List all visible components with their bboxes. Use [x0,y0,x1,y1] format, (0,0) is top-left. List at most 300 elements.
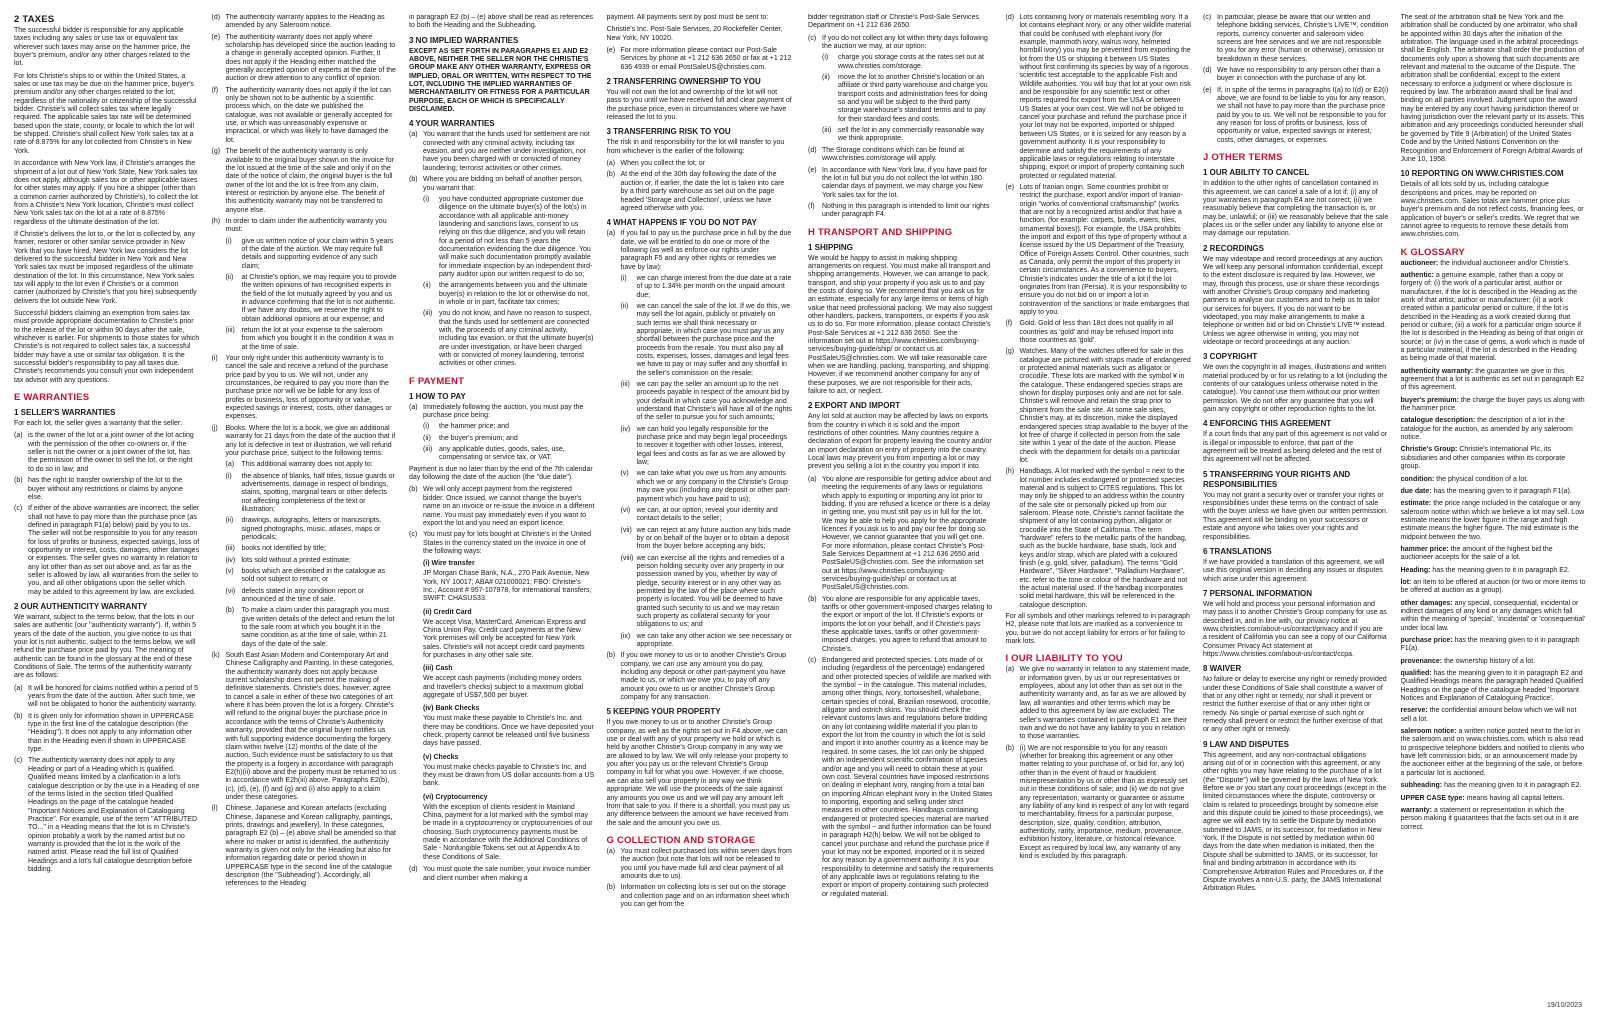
clause-item [1006,320,1192,345]
clause-label: (i) [211,355,218,363]
glossary-entry [1401,670,1587,703]
glossary-entry [1401,397,1587,414]
non-payment-heading: 4 WHAT HAPPENS IF YOU DO NOT PAY [606,218,757,228]
sub-clause-item [621,507,793,524]
clause-label: (ii) [225,517,234,525]
column-8 [1401,14,1587,1004]
sub-clause-item [423,446,595,463]
column-7 [1203,14,1389,1004]
glossary-term: lot: [1400,578,1412,586]
clause-label: (a) [606,160,616,168]
translations-heading: 6 TRANSLATIONS [1203,546,1272,556]
footer-date: 19/10/2023 [1546,1002,1582,1009]
clause-item [1006,468,1192,610]
clause-label: (ii) [423,434,431,442]
glossary-entry [1401,658,1587,666]
clause-label: (c) [14,757,23,765]
enforcing-text: If a court finds that any part of this agreement is not valid or is illegal or impossible to enforce, that part of the agreement will be treated as being deleted and the rest of this agreement will not be affected. [1203,431,1388,464]
clause-item [212,148,398,215]
clause-label: (h) [1005,468,1015,476]
clause-text: drawings, autographs, letters or manuscripts, signed photographs, music, atlases, maps or periodicals; [241,517,382,541]
wire-transfer-heading: (i) Wire transfer [423,560,475,568]
clause-item [409,404,595,421]
clause-label: (e) [1005,183,1015,191]
clause-text: We have no responsibility to any person other than a buyer in connection with the purchase of any lot. [1217,67,1381,83]
clause-label: (iii) [423,310,433,318]
glossary-entry [1401,500,1587,542]
clause-text: Books. Where the lot is a book, we give an additional warranty for 21 days from the date of the auction that if any lot is defective in text or illustration, we will refund your purchase price, subject to the following terms: [225,424,396,457]
clause-text: In particular, please be aware that our written and telephone bidding services, Christie's LIVE™, condition reports, currency converter and saleroom video screens are free services and we are not responsible to you for any error (human or otherwise), omission or breakdown in these services. [1217,14,1389,63]
wire-transfer-details: JP Morgan Chase Bank, N.A., 270 Park Avenue, New York, NY 10017; ABA# 021000021; FBO: Christie's Inc.; Account # 957-107978, for international transfers, SWIFT: CHASUS33. [423,570,592,603]
taxes-paragraph: For lots Christie's ships to or within the United States, a sales or use tax may be due on the hammer price, buyer's premium and/or any other charges related to the lot, regardless of the nationality or citizenship of the successful bidder. Christie's will collect sales tax where legally required. The applicable sales tax rate will be determined based upon the state, county, or locale to which the lot will be shipped. Christie's shall collect New York sales tax at a rate of 8.875% for any lot collected from Christie's in New York. [14,72,197,155]
glossary-term: qualified: [1400,670,1432,678]
clause-label: (ii) [620,302,629,310]
clause-item [607,884,793,909]
clause-text: we can pay the seller an amount up to the net proceeds payable in respect of the amount bid by your default in which case you acknowledge and understand that Christie's will have all of the rights of the seller to pursue you for such amounts; [636,381,792,422]
clause-text: books which are described in the catalogue as sold not subject to return; or [241,567,386,584]
continued-paragraph: payment. All payments sent by post must be sent to: [606,14,769,21]
clause-label: (a) [606,230,616,238]
glossary-term: buyer's premium: [1400,396,1459,404]
clause-text: Your only right under this authenticity warranty is to cancel the sale and receive a refund of the purchase price paid by you to us. We will not, under any circumstances, be required to pay you more than the purchase price nor will we be liable for any loss of profits or business, loss of opportunity or value, expected savings or interest, costs, other damages or expenses. [225,355,392,421]
sub-clause-list [226,461,398,649]
glossary-entry [1401,476,1587,484]
taxes-paragraph: In accordance with New York law, if Christie's arranges the shipment of a lot out of New York State, New York sales tax does not apply, although sales tax or other applicable taxes for other states may apply. If you hire a shipper (other than a common carrier authorized by Christie's), to collect the lot from a Christie's New York location, Christie's must collect New York sales tax on the lot at a rate of 8.875% regardless of the ultimate destination of the lot. [14,160,198,226]
clause-label: (iv) [620,425,631,433]
glossary-entry [1401,446,1587,471]
sub-clause-item [423,310,595,368]
glossary-term: purchase price: [1400,637,1453,644]
clause-label: (a) [14,432,23,440]
clause-text: It is given only for information shown in UPPERCASE type in the first line of the catalogue description (the "Heading"). It does not apply to any information other than in the Heading even if shown in UPPERCASE type. [28,712,194,754]
clause-item [607,230,793,272]
clause-label: (f) [1005,320,1013,328]
glossary-term: condition: [1400,475,1435,483]
clause-text: the absence of blanks, half titles, tissue guards or advertisements, damage in respect of bindings, stains, spotting, marginal tears or other defects not affecting completeness of the text or illustration; [241,472,395,513]
glossary-entry [1401,600,1587,633]
glossary-entry [1401,795,1587,803]
glossary-entry [1401,546,1587,563]
enforcing-heading: 4 ENFORCING THIS AGREEMENT [1203,419,1332,429]
clause-item [607,848,793,881]
clause-text: books not identified by title; [241,545,326,553]
sub-clause-list [621,275,793,649]
clause-item [1203,14,1389,64]
glossary-entry [1401,260,1587,268]
credit-card-text: We accept Visa, MasterCard, American Express and China Union Pay. Credit card payments at the New York premises will only be accepted for New York sales. Christie's will not accept credit card payments for purchases in any other sale site. [423,618,586,659]
clause-text: To make a claim under this paragraph you must give written details of the defect and return the lot to the sale room at which you bought it in the same condition as at the time of sale, within 21 days of the date of the sale. [241,607,395,648]
glossary-definition: the amount of the highest bid the auctioneer accepts for the sale of a lot. [1400,545,1553,562]
glossary-definition: the guarantee we give in this agreement that a lot is authentic as set out in paragraph E2 of this agreement. [1400,367,1585,392]
glossary-definition: has the meaning given to it paragraph F1(a). [1433,487,1572,495]
glossary-definition: the ownership history of a lot. [1444,657,1536,665]
sub-clause-item [423,435,595,443]
payment-methods [423,559,595,862]
shipping-heading: 1 SHIPPING [808,242,853,252]
transferring-rights-text: You may not grant a security over or transfer your rights or responsibilities under these terms on the contract of sale with the buyer unless we have given our written permission. This agreement will be binding on your successors or estate and anyone who takes over your rights and responsibilities. [1203,491,1388,541]
glossary-entry [1401,579,1587,596]
clause-text: any applicable duties, goods, sales, use, compensating or service tax, or VAT. [439,446,565,462]
clause-item [808,167,994,200]
your-warranties-heading: 4 YOUR WARRANTIES [409,119,495,129]
clause-label: (a) [808,475,817,483]
waiver-heading: 8 WAIVER [1203,664,1242,674]
due-date-text: Payment is due no later than by the end of the 7th calendar day following the date of the auction (the "due date"). [409,465,593,482]
sub-clause-item [621,527,793,552]
clause-label: (iii) [423,446,433,454]
sub-clause-item [621,303,793,378]
glossary-entry [1401,637,1587,654]
clause-item [1006,184,1192,318]
waiver-text: No failure or delay to exercise any right or remedy provided under these Conditions of Sale shall constitute a waiver of that or any other right or remedy, nor shall it prevent or restrict the further exercise of that or any other right or remedy. No single or partial exercise of such right or remedy shall prevent or restrict the further exercise of that or any other right or remedy. [1203,676,1387,734]
sub-clause-item [226,517,398,542]
authenticity-warranty-intro: We warrant, subject to the terms below, that the lots in our sales are authentic (our "authenticity warranty"). If, within 5 years of the date of the auction, you give notice to us that your lot is not authentic, subject to the terms below, we will refund the purchase price paid by you. The meaning of authentic can be found in the glossary at the end of these Conditions of Sale. The terms of the authenticity warranty are as follows: [14,613,196,680]
clause-label: (iv) [225,556,236,564]
shipping-text: We would be happy to assist in making shipping arrangements on request. You must make all transport and shipping arrangements. However, we can arrange to pack, transport, and ship your property if you ask us to and pay the costs of doing so. We recommend that you ask us for an estimate, especially for any large items or items of high value that need professional packing. We may also suggest other handlers, packers, transporters, or experts if you ask us to do so. For more information, please contact Christie's Post-Sale Services at +1 212 636 2650. See the information set out at https://www.christies.com/buying-services/buying-guide/ship/ or contact us at PostSaleUS@christies.com. We will take reasonable care when we are handling, packing, transporting, and shipping. However, if we recommend another company for any of these purposes, we are not responsible for their acts, failure to act, or neglect. [808,254,993,396]
glossary-term: auctioneer: [1400,259,1439,267]
reporting-text: Details of all lots sold by us, including catalogue descriptions and prices, may be reported on www.christies.com. Sales totals are hammer price plus buyer's premium and do not reflect costs, financing fees, or application of buyer's or seller's credits. We regret that we cannot agree to requests to remove these details from www.christies.com. [1400,181,1584,239]
clause-label: (d) [808,146,817,154]
column-6 [1006,14,1192,1004]
clause-label: (iii) [225,327,235,335]
clause-text: It will be honored for claims notified within a period of 5 years from the date of the auction. After such time, we will not be obligated to honor the authenticity warranty. [28,684,199,709]
glossary-list [1401,260,1587,832]
glossary-definition: has the meaning given to it in paragraph E2. [1444,782,1582,790]
clause-label: (a) [225,461,235,469]
sub-clause-item [822,54,994,71]
clause-label: (ix) [620,632,631,640]
clause-text: This additional warranty does not apply to: [241,461,373,469]
left-page [14,14,792,1017]
clause-text: the arrangements between you and the ultimate buyer(s) in relation to the lot or otherwise do not, in whole or in part, facilitate tax crimes; [439,282,590,306]
clause-item [409,486,595,528]
clause-text: In order to claim under the authenticity warranty you must: [225,217,387,234]
clause-label: (h) [211,217,221,225]
sub-clause-list [226,238,398,352]
payment-heading: F PAYMENT [409,375,465,387]
personal-information-text: We will hold and process your personal information and may pass it to another Christie's Group company for use as described in, and in line with, our privacy notice at www.christies.com/about-us/contact/privacy and if you are a resident of California you can see a copy of our California Consumer Privacy Act statement at https://www.christies.com/about-us/contact/ccpa. [1203,600,1387,658]
clause-label: (j) [211,424,218,432]
clause-label: (v) [620,470,629,478]
personal-information-heading: 7 PERSONAL INFORMATION [1203,588,1313,598]
clause-label: (i) [822,54,829,62]
clause-label: (a) [409,403,418,411]
clause-text: When you collect the lot; or [620,160,705,168]
bank-checks-text: You must make these payable to Christie's Inc. and there may be conditions. Once we have deposited your check, property cannot be released until five business days have passed. [423,715,594,748]
glossary-entry [1401,368,1587,393]
clause-label: (a) [409,131,418,139]
clause-item [1006,14,1192,181]
sub-clause-item [621,275,793,300]
sub-clause-item [226,568,398,585]
clause-text: If, in spite of the terms in paragraphs I(a) to I(d) or E2(i) above, we are found to be liable to you for any reason, we shall not have to pay more than the purchase price paid by you to us. We will not be responsible to you for any reason for loss of profits or business, loss of opportunity or value, expected savings or interest, costs, other damages, or expenses. [1217,86,1389,144]
glossary-definition: any special, consequential, incidental or indirect damages of any kind or any damages which fall within the meaning of 'special', 'incidental' or 'consequential' under local law. [1400,599,1586,632]
glossary-definition: the charge the buyer pays us along with the hammer price. [1400,396,1585,413]
clause-item [808,596,994,654]
sub-clause-item [226,238,398,271]
sub-clause-item [226,473,398,515]
clause-text: we can exercise all the rights and remedies of a person holding security over any property in our possession owned by you, whether by way of pledge, security interest or in any other way as permitted by the law of the place where such property is located. You will be deemed to have granted such security to us and we may retain such property as collateral security for your obligations to us; and [636,554,785,629]
clause-text: The benefit of the authenticity warranty is only available to the original buyer shown on the invoice for the lot issued at the time of the sale and only if on the date of the notice of claim, the original buyer is the full owner of the lot and the lot is free from any claim, interest or restriction by anyone else. The benefit of this authenticity warranty may not be transferred to anyone else. [225,148,394,214]
clause-text: (i) We are not responsible to you for any reason (whether for breaking this agreement or any other matter relating to your purchase of, or bid for, any lot) other than in the event of fraud or fraudulent misrepresentation by us or other than as expressly set out in these conditions of sale; and (ii) we do not give any representation, warranty or guarantee or assume any liability of any kind in respect of any lot with regard to merchantability, fitness for a particular purpose, description, size, quality, condition, attribution, authenticity, rarity, importance, medium, provenance, exhibition history, literature, or historical relevance. Except as required by local law, any warranty of any kind is excluded by this paragraph. [1019,744,1189,860]
clause-text: we can, at our option, reveal your identity and contact details to the seller; [636,506,778,523]
clause-label: (d) [211,14,221,21]
clause-item [409,866,595,883]
no-implied-warranties-heading: 3 NO IMPLIED WARRANTIES [409,35,519,45]
clause-item [212,34,398,84]
law-disputes-heading: 9 LAW AND DISPUTES [1203,739,1289,749]
glossary-definition: the confidential amount below which we will not sell a lot. [1400,707,1577,723]
clause-text: At the end of the 30th day following the date of the auction or, if earlier, the date the lot is taken into care by a third party warehouse as set out on the page headed 'Storage and Collection', unless we have agreed otherwise with you. [620,171,785,212]
clause-label: (e) [606,47,616,55]
clause-text: Handbags. A lot marked with the symbol = next to the lot number includes endangered or protected species material and is subject to CITES regulations. This lot may only be shipped to an address within the country of the sale site or personally picked up from our saleroom. Please note, Christie's cannot facilitate the shipment of any lot containing python, alligator or crocodile into the State of California. The term "hardware" refers to the metallic parts of the handbag, such as the buckle hardware, base studs, lock and keys and/or strap, which are plated with a coloured finish (e.g. gold, silver, palladium). The terms "Gold Hardware", "Silver Hardware", "Palladium Hardware", etc. refer to the tone or colour of the hardware and not the actual material used. If the handbag incorporates solid metal hardware, this will be referenced in the catalogue description. [1019,468,1188,609]
clause-text: You must quote the sale number, your invoice number and client number when making a [423,866,591,882]
authenticity-warranty-heading: 2 OUR AUTHENTICITY WARRANTY [14,601,148,611]
clause-label: (v) [225,567,234,575]
law-disputes-text: This agreement, and any non-contractual obligations arising out of or in connection with this agreement, or any other rights you may have relating to the purchase of a lot (the "Dispute") will be governed by the laws of New York. Before we or you start any court proceedings (except in the limited circumstances where the dispute, controversy or claim is related to proceedings brought by someone else and this dispute could be joined to those proceedings), we agree we will each try to settle the Dispute by mediation submitted to JAMS, or its successor, for mediation in New York. If the Dispute is not settled by mediation within 60 days from the date when mediation is initiated, then the Dispute shall be submitted to JAMS, or its successor, for final and binding arbitration in accordance with its Comprehensive Arbitration Rules and Procedures or, if the Dispute involves a non-U.S. party, the JAMS International Arbitration Rules. [1203,751,1387,893]
clause-text: you have conducted appropriate customer due diligence on the ultimate buyer(s) of the lot(s) in accordance with all applicable anti-money laundering and sanctions laws, consent to us relying on this due diligence, and you will retain for a period of not less than 5 years the documentation evidencing the due diligence. You will make such documentation promptly available for immediate inspection by an independent third-party auditor upon our written request to do so; [439,195,593,278]
other-terms-heading: J OTHER TERMS [1203,152,1283,164]
glossary-entry [1401,417,1587,442]
glossary-definition: an item to be offered at auction (or two or more items to be offered at auction as a group). [1400,578,1586,595]
clause-label: (i) [225,472,232,480]
sub-clause-item [822,127,994,144]
clause-label: (c) [808,657,817,665]
clause-text: You warrant that the funds used for settlement are not connected with any criminal activity, including tax evasion, and you are neither under investigation, nor have you been charged with or convicted of money laundering, terrorist activities or other crimes. [423,131,590,172]
clause-item [1006,666,1192,741]
clause-label: (f) [808,202,815,210]
clause-item [808,476,994,593]
collection-storage-heading: G COLLECTION AND STORAGE [606,834,756,846]
clause-item [14,713,200,755]
post-sale-address: Christie's Inc. Post-Sale Services, 20 Rockefeller Center, New York, NY 10020. [606,26,783,42]
glossary-term: due date: [1400,487,1432,495]
glossary-entry [1401,567,1587,575]
clause-item [409,531,595,556]
glossary-definition: a written notice posted next to the lot in the saleroom and on www.christies.com, which is also read to prospective telephone bidders and notified to clients who have left commission bids, or an announcement made by the auctioneer either at the beginning of the sale, or before a particular lot is auctioned. [1400,728,1585,777]
clause-label: (e) [1203,86,1212,94]
glossary-definition: the price range included in the catalogue or any saleroom notice within which we believe a lot may sell. Low estimate means the lower figure in the range and high estimate means the higher figure. The mid estimate is the midpoint between the two. [1400,500,1585,541]
clause-item [808,657,994,899]
clause-text: Endangered and protected species. Lots made of or including (regardless of the percentage) endangered and other protected species of wildlife are marked with the symbol ~ in the catalogue. This material includes, among other things, ivory, tortoiseshell, whalebone, certain species of coral, Brazilian rosewood, crocodile, alligator and ostrich skins. You should check the relevant customs laws and regulations before bidding on any lot containing wildlife material if you plan to export the lot from the country in which the lot is sold and import it into another country as a licence may be required. In some cases, the lot can only be shipped with an independent scientific confirmation of species and/or age and you will need to obtain these at your own cost. Several countries have imposed restrictions on dealing in elephant ivory, ranging from a total ban on importing African elephant ivory in the United States to importing, exporting and selling under strict measures in other countries. Handbags containing endangered or protected species material are marked with the symbol ~ and further information can be found in paragraph H2(h) below. We will not be obliged to cancel your purchase and refund the purchase price if your lot may not be exported, imported or it is seized for any reason by a government authority. It is your responsibility to determine and satisfy the requirements of any applicable laws or regulations relating to the export or import of property containing such protected or regulated material. [822,657,994,898]
clause-item [14,757,200,874]
clause-item [212,425,398,458]
recordings-text: We may videotape and record proceedings at any auction. We will keep any personal information confidential, except to the extent disclosure is required by law. However, we may, through this process, use or share these recordings with another Christie's Group company and marketing partners to analyse our customers and to help us to tailor our services for buyers. If you do not want to be videotaped, you may make arrangements to make a telephone or written bid or bid on Christie's LIVE™ instead. Unless we agree otherwise in writing, you may not videotape or record proceedings at any auction. [1203,255,1387,346]
sub-clause-item [423,196,595,279]
clause-item [607,47,793,72]
clause-text: we can cancel the sale of the lot. If we do this, we may sell the lot again, publicly or privately on such terms we shall think necessary or appropriate, in which case you must pay us any shortfall between the purchase price and the proceeds from the resale. You must also pay all costs, expenses, losses, damages and legal fees we have to pay or may suffer and any shortfall in the seller's commission on the resale; [636,302,791,377]
clause-item [607,652,793,702]
clause-text: Information on collecting lots is set out on the storage and collection page and on an information sheet which you can get from the [620,884,790,908]
our-liability-heading: I OUR LIABILITY TO YOU [1005,653,1123,665]
clause-item [607,160,793,168]
glossary-entry [1401,728,1587,778]
glossary-definition: a statement or representation in which the person making it guarantees that the facts set out in it are correct. [1400,806,1579,831]
sub-clause-item [621,470,793,503]
sub-clause-list [423,423,595,462]
clause-text: We give no warranty in relation to any statement made, or information given, by us or our representatives or employees, about any lot other than as set out in the authenticity warranty and, as far as we are allowed by law, all warranties and other terms which may be added to this agreement by law are excluded. The seller's warranties contained in paragraph E1 are their own and we do not have any liability to you in relation to those warranties. [1019,666,1191,741]
clause-item [1203,87,1389,145]
clause-text: In accordance with New York law, if you have paid for the lot in full but you do not collect the lot within 180 calendar days of payment, we may charge you New York sales tax for the lot. [822,166,987,199]
column-3 [409,14,595,1004]
clause-text: move the lot to another Christie's location or an affiliate or third party warehouse and charge you transport costs and administration fees for doing so and you will be subject to the third party storage warehouse's standard terms and to pay for their standard fees and costs. [838,74,988,123]
glossary-term: subheading: [1400,782,1443,790]
clause-text: we can charge interest from the due date at a rate of up to 1.34% per month on the unpaid amount due; [636,274,792,299]
clause-text: You alone are responsible for any applicable taxes, tariffs or other government-imposed charges relating to the export or import of the lot. If Christie's exports or imports the lot on your behalf, and if Christie's pays these applicable taxes, tariffs or other government-imposed charges, you agree to refund that amount to Christie's. [822,595,993,653]
clause-text: Nothing in this paragraph is intended to limit our rights under paragraph F4. [822,202,990,219]
seller-warranties-heading: 1 SELLER'S WARRANTIES [14,408,116,418]
cash-text: We accept cash payments (including money orders and traveller's checks) subject to a maximum global aggregate of US$7,500 per buyer. [423,675,584,699]
ability-to-cancel-heading: 1 OUR ABILITY TO CANCEL [1203,168,1310,178]
how-to-pay-heading: 1 HOW TO PAY [409,391,466,401]
glossary-definition: the description of a lot in the catalogue for the auction, as amended by any saleroom notice. [1400,417,1573,442]
clause-text: the buyer's premium; and [439,434,518,442]
clause-label: (b) [606,884,616,892]
glossary-term: authenticity warranty: [1400,367,1474,375]
glossary-term: provenance: [1400,657,1443,665]
export-import-heading: 2 EXPORT AND IMPORT [808,401,901,411]
continued-paragraph: in paragraph E2 (b) – (e) above shall be read as references to both the Heading and the Subheading. [409,14,594,30]
clause-label: (i) [423,423,430,431]
clause-item [14,432,200,474]
glossary-term: reserve: [1400,707,1428,715]
clause-text: The authenticity warranty applies to the Heading as amended by any Saleroom notice. [225,14,385,30]
sub-clause-item [226,327,398,352]
clause-item [607,171,793,213]
cryptocurrency-text: With the exception of clients resident in Mainland China, payment for a lot marked with the symbol may be made in a cryptocurrency or cryptocurrencies of our choosing. Such cryptocurrency payments must be made in accordance with the Additional Conditions of Sale - Nonfungible Tokens set out at Appendix A to these Conditions of Sale. [423,803,593,861]
clause-label: (ii) [225,273,234,281]
clause-text: return the lot at your expense to the saleroom from which you bought it in the condition it was in at the time of sale. [241,327,394,351]
clause-text: Watches. Many of the watches offered for sale in this catalogue are pictured with straps made of endangered or protected animal materials such as alligator or crocodile. These lots are marked with the symbol ¥ in the catalogue. These endangered species straps are shown for display purposes only and are not for sale. Christie's will remove and retain the strap prior to shipment from the sale site. At some sale sites, Christie's may, at its discretion, make the displayed endangered species strap available to the buyer of the lot free of charge if collected in person from the sale site within 1 year of the date of the auction. Please check with the department for details on a particular lot. [1019,348,1191,464]
clause-text: give us written notice of your claim within 5 years of the date of the auction. We may require full details and supporting evidence of any such claim; [241,237,394,270]
sub-clause-item [621,633,793,650]
clause-label: (i) [225,237,232,245]
clause-item [1006,745,1192,862]
translations-text: If we have provided a translation of this agreement, we will use this original version in deciding any issues or disputes which arise under this agreement. [1203,558,1385,583]
checks-heading: (v) Checks [423,753,459,761]
clause-item [409,131,595,173]
column-5 [808,14,994,1004]
clause-label: (e) [211,33,221,41]
sub-clause-item [621,555,793,630]
clause-text: at Christie's option, we may require you to provide the written opinions of two recognised experts in the field of the lot mutually agreed by you and us in advance confirming that the lot is not authentic. If we have any doubts, we reserve the right to obtain additional opinions at our expense; and [241,273,397,323]
clause-label: (a) [606,847,616,855]
sub-clause-item [226,588,398,605]
copyright-text: We own the copyright in all images, illustrations and written material produced by or for us relating to a lot (including the contents of our catalogues unless otherwise noted in the catalogue). You cannot use them without our prior written permission. We do not offer any guarantee that you will gain any copyright or other reproduction rights to the lot. [1203,364,1388,414]
clause-text: we can take any other action we see necessary or appropriate. [636,632,792,648]
clause-text: Immediately following the auction, you must pay the purchase price being: [423,403,584,420]
ability-to-cancel-text: In addition to the other rights of cancellation contained in this agreement, we can cancel a sale of a lot if: (i) any of your warranties in paragraph E4 are not correct; (ii) we reasonably believe that completing the transaction is, or may be, unlawful; or (iii) we reasonably believe that the sale places us or the seller under any liability to anyone else or may damage our reputation. [1203,180,1389,238]
sub-clause-list [822,54,994,143]
clause-label: (viii) [620,554,634,562]
clause-label: (i) [423,195,430,203]
clause-item [212,652,398,802]
clause-label: (d) [409,866,418,874]
clause-text: The Storage conditions which can be found at www.christies.com/storage will apply. [822,146,965,163]
cryptocurrency-heading: (vi) Cryptocurrency [423,793,488,801]
clause-text: The authenticity warranty does not apply to any Heading or part of a Heading which is qualified. Qualified means limited by a clarification in a lot's catalogue description or by the use in a Heading of one of the terms listed in the section titled Qualified Headings on the page of the catalogue headed "Important Notices and Explanation of Cataloguing Practice". For example, use of the term "ATTRIBUTED TO..." in a Heading means that the lot is in Christie's opinion probably a work by the named artist but no warranty is provided that the lot is the work of the named artist. Please read the full list of Qualified Headings and a lot's full catalogue description before bidding. [28,757,200,873]
clause-label: (b) [14,477,23,485]
glossary-heading: K GLOSSARY [1400,246,1465,258]
clause-label: (d) [1005,14,1015,21]
clause-label: (c) [808,34,817,42]
clause-text: If you do not collect any lot within thirty days following the auction we may, at our option: [822,34,988,51]
clause-text: Chinese, Japanese and Korean artefacts (excluding Chinese, Japanese and Korean calligraphy, paintings, prints, drawings and jewellery). In these categories, paragraph E2 (b) – (e) above shall be amended so that where no maker or artist is identified, the authenticity warranty is given not only for the Heading but also for information regarding date or period shown in UPPERCASE type in the second line of the catalogue description (the "Subheading"). Accordingly, all references to the Heading [225,805,396,888]
glossary-term: UPPER CASE type: [1400,794,1465,802]
no-implied-warranties-text: EXCEPT AS SET FORTH IN PARAGRAPHS E1 AND E2 ABOVE, NEITHER THE SELLER NOR THE CHRISTIE'S GROUP MAKE ANY OTHER WARRANTY, EXPRESS OR IMPLIED, ORAL OR WRITTEN, WITH RESPECT TO THE LOT, INCLUDING THE IMPLIED WARRANTIES OF MERCHANTABILITY OR FITNESS FOR A PARTICULAR PURPOSE, EACH OF WHICH IS SPECIFICALLY DISCLAIMED. [409,47,592,114]
glossary-term: authentic: [1400,271,1434,279]
clause-item [14,685,200,710]
clause-item [212,805,398,888]
clause-item [212,14,398,31]
glossary-term: Christie's Group: [1400,446,1458,454]
warranties-heading: E WARRANTIES [14,392,90,404]
sub-clause-item [226,274,398,324]
transferring-rights-heading: 5 TRANSFERRING YOUR RIGHTS AND RESPONSIBILITIES [1203,469,1351,489]
transferring-risk-heading: 3 TRANSFERRING RISK TO YOU [606,127,731,137]
clause-item [212,87,398,145]
glossary-entry [1401,807,1587,832]
reporting-heading: 10 REPORTING ON WWW.CHRISTIES.COM [1400,169,1564,179]
sub-clause-item [226,461,398,469]
clause-text: the hammer price; and [439,423,510,431]
glossary-definition: a genuine example, rather than a copy or forgery of: (i) the work of a particular artist, author or manufacturer, if the lot is described in the Heading as the work of that artist, author or manufacturer; (ii) a work created within a particular period or culture, if the lot is described in the Heading as a work created during that period or culture; (iii) a work for a particular origin source if the lot is described in the Heading as being of that origin or source; or (iv) in the case of gems, a work which is made of a particular material, if the lot is described in the Heading as being made of that material. [1400,271,1585,363]
bank-checks-heading: (iv) Bank Checks [423,705,480,713]
clause-label: (c) [1203,14,1212,21]
glossary-definition: has the meaning given to it in paragraph E2. [1432,566,1570,574]
glossary-entry [1401,272,1587,364]
clause-label: (f) [211,86,219,94]
seller-warranties-intro: For each lot, the seller gives a warranty that the seller: [14,420,183,428]
clause-text: Lots containing Ivory or materials resembling ivory. If a lot contains elephant ivory, or any other wildlife material that could be confused with elephant ivory (for example, mammoth ivory, walrus ivory, helmeted hornbill ivory) you may be prevented from exporting the lot from the US or shipping it between US States without first confirming its species by way of a rigorous scientific test acceptable to the applicable Fish and Wildlife authorities. You will buy that lot at your own risk and be responsible for any scientific test or other reports required for export from the USA or between US States at your own cost. We will not be obliged to cancel your purchase and refund the purchase price if your lot may not be exported, imported or shipped between US States, or it is seized for any reason by a government authority. It is your responsibility to determine and satisfy the requirements of any applicable laws or regulations relating to interstate shipping, export or import of property containing such protected or regulated material. [1019,14,1191,180]
sub-clause-item [621,381,793,423]
clause-label: (a) [14,684,23,692]
credit-card-heading: (ii) Credit Card [423,608,472,616]
glossary-definition: the physical condition of a lot. [1436,475,1529,483]
clause-text: we can reject at any future auction any bids made by or on behalf of the buyer or to obtain a deposit from the buyer before accepting any bids; [636,526,791,551]
clause-label: (d) [1203,67,1212,75]
clause-item [1203,67,1389,84]
clause-label: (b) [606,652,616,660]
transferring-risk-intro: The risk in and responsibility for the lot will transfer to you from whichever is the earlier of the following: [606,139,785,155]
clause-label: (iii) [620,381,630,389]
clause-label: (b) [1005,744,1015,752]
sub-clause-item [226,545,398,553]
clause-item [808,35,994,52]
glossary-term: catalogue description: [1400,417,1476,425]
transferring-ownership-text: You will not own the lot and ownership of the lot will not pass to you until we have received full and clear payment of the purchase price, even in circumstances where we have released the lot to you. [606,89,792,122]
glossary-definition: the individual auctioneer and/or Christie's. [1440,259,1570,267]
clause-label: (iii) [822,127,832,135]
column-4 [607,14,793,1004]
clause-text: Where you are bidding on behalf of another person, you warrant that: [423,176,583,192]
clause-text: South East Asian Modern and Contemporary Art and Chinese Calligraphy and Painting. In these categories, the authenticity warranty does not apply because current scholarship does not permit the making of definitive statements. Christie's does, however, agree to cancel a sale in either of these two categories of art where it has been proven the lot is a forgery. Christie's will refund to the original buyer the purchase price in accordance with the terms of Christie's Authenticity warranty, provided that the original buyer notifies us with full supporting evidence documenting the forgery claim within twelve (12) months of the date of the auction. Such evidence must be satisfactory to us that the property is a forgery in accordance with paragraph E2(h)(ii) above and the property must be returned to us in accordance with E2h(iii) above. Paragraphs E2(b), (c), (d), (e), (f) and (g) and (i) also apply to a claim under these categories. [225,652,397,801]
copyright-heading: 3 COPYRIGHT [1203,352,1258,362]
glossary-term: Heading: [1400,566,1431,574]
clause-text: The authenticity warranty does not apply if the lot can only be shown not to be authentic by a scientific process which, on the date we published the catalogue, was not available or generally accepted for use, or which was unreasonably expensive or impractical, or which was likely to have damaged the lot. [225,86,393,144]
continued-paragraph: bidder registration staff or Christie's Post-Sale Services Department on +1 212 636 2650. [808,14,979,30]
clause-text: has the right to transfer ownership of the lot to the buyer without any restrictions or claims by anyone else. [28,477,183,501]
clause-label: (vii) [620,526,632,534]
clause-text: lots sold without a printed estimate; [241,556,351,564]
glossary-entry [1401,707,1587,724]
sub-clause-item [226,557,398,565]
clause-text: we can hold you legally responsible for the purchase price and may begin legal proceedings to recover it together with other losses, interest, legal fees and costs as far as we are allowed by law; [636,425,788,467]
glossary-definition: has the meaning given to it in paragraph F1(a). [1400,637,1580,653]
sub-clause-item [423,423,595,431]
column-1 [14,14,200,1004]
clause-text: You alone are responsible for getting advice about and meeting the requirements of any laws or regulations which apply to exporting or importing any lot prior to bidding. If you are refused a licence or there is a delay in getting one, you must still pay us in full for the lot. We may be able to help you apply for the appropriate licences if you ask us to and pay our fee for doing so. However, we cannot guarantee that you will get one. For more information, please contact Christie's Post-Sale Services Department at +1 212 636 2650 and PostSaleUS@christies.com. See the information set out at https://www.christies.com/buying-services/buying-guide/ship/ or contact us at PostSaleUS@christies.com. [822,475,992,592]
